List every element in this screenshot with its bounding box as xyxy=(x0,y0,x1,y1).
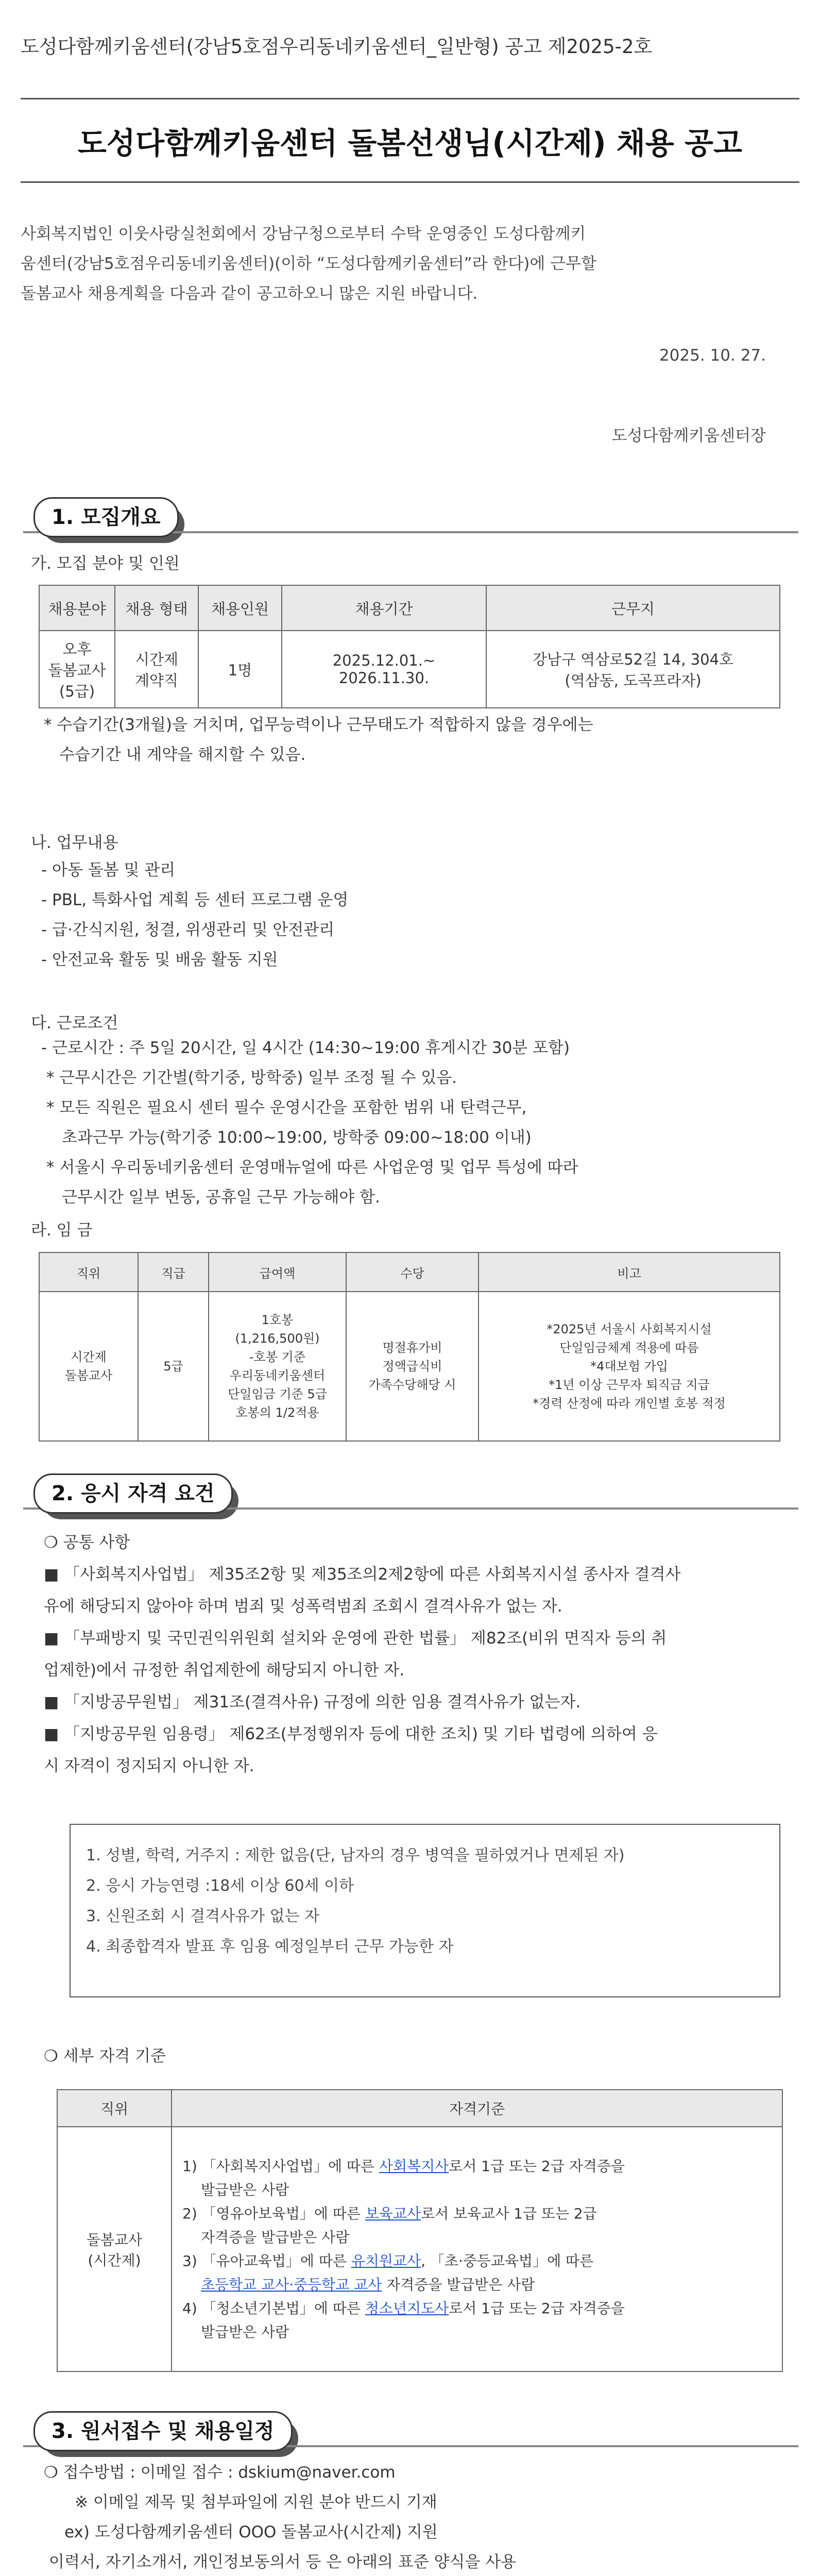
table-header: 근무지 xyxy=(486,585,780,631)
page-title: 도성다함께키움센터 돌봄선생님(시간제) 채용 공고 xyxy=(77,125,743,161)
list-item: - 안전교육 활동 및 배움 활동 지원 xyxy=(41,951,278,969)
cell-line: *경력 산정에 따라 개인별 호봉 적정 xyxy=(533,1396,726,1411)
cell-line: -호봉 기준 xyxy=(249,1350,306,1364)
cell-line: 2026.11.30. xyxy=(338,669,430,687)
cell-line: 돌봄교사 xyxy=(86,2231,143,2248)
subheading-pay: 라. 임 금 xyxy=(31,1221,93,1240)
subheading-detail: ❍ 세부 자격 기준 xyxy=(44,2047,166,2065)
table-header: 채용기간 xyxy=(282,585,486,631)
table-cell xyxy=(39,631,115,708)
cell-line: 정액급식비 xyxy=(382,1359,442,1374)
list-item: ■ 「부패방지 및 국민권익위원회 설치와 운영에 관한 법률」 제82조(비위 면직자 등의 취 xyxy=(44,1629,667,1648)
table-header: 직급 xyxy=(138,1252,209,1292)
list-item: ■ 「지방공무원 임용령」 제62조(부정행위자 등에 대한 조치) 및 기타 법령에 의하여 응 xyxy=(44,1725,658,1743)
cell-line: 명절휴가비 xyxy=(382,1341,442,1355)
cell-line: *4대보험 가입 xyxy=(590,1359,668,1374)
table-cell xyxy=(282,631,486,708)
table-header: 채용인원 xyxy=(198,585,282,631)
cell-line: 호봉의 1/2적용 xyxy=(235,1405,319,1420)
table-cell xyxy=(479,1292,780,1441)
duties-list xyxy=(41,855,348,975)
table-cell xyxy=(346,1292,479,1441)
qualification-item: 1) 「사회복지사업법」에 따른 사회복지사로서 1급 또는 2급 자격증을 xyxy=(182,2157,625,2175)
cell-line: *2025년 서울시 사회복지시설 xyxy=(546,1322,712,1336)
cell-line: 계약직 xyxy=(134,672,179,689)
eligibility-box xyxy=(70,1824,780,1997)
notice-number: 도성다함께키움센터(강남5호점우리동네키움센터_일반형) 공고 제2025-2호 xyxy=(21,36,653,58)
subheading-recruit: 가. 모집 분야 및 인원 xyxy=(31,554,180,573)
table-cell xyxy=(209,1292,346,1441)
note-line: 수습기간 내 계약을 해지할 수 있음. xyxy=(59,745,306,764)
list-item: ex) 도성다함께키움센터 OOO 돌봄교사(시간제) 지원 xyxy=(64,2523,438,2541)
list-item: 초과근무 가능(학기중 10:00~19:00, 방학중 09:00~18:00 이내) xyxy=(62,1128,532,1147)
table-header: 비고 xyxy=(479,1252,780,1292)
cell-line: 1호봉 xyxy=(261,1313,294,1327)
list-item: 이력서, 자기소개서, 개인정보동의서 등 은 아래의 표준 양식을 사용 xyxy=(49,2553,517,2571)
list-item: 업제한)에서 규정한 취업제한에 해당되지 아니한 자. xyxy=(44,1661,405,1680)
table-cell xyxy=(39,1292,138,1441)
common-requirements xyxy=(44,1558,785,1782)
qualification-item: 2) 「영유아보육법」에 따른 보육교사로서 보육교사 1급 또는 2급 xyxy=(182,2205,597,2222)
table-cell xyxy=(57,2127,172,2371)
list-item: ❍ 접수방법 : 이메일 접수 : dskium@naver.com xyxy=(44,2463,396,2482)
list-item: ※ 이메일 제목 및 첨부파일에 지원 분야 반드시 기재 xyxy=(75,2493,437,2512)
note-line: * 수습기간(3개월)을 거치며, 업무능력이나 근무태도가 적합하지 않을 경우에는 xyxy=(44,716,593,734)
table-header: 직위 xyxy=(39,1252,138,1292)
qualification-item: 4) 「청소년기본법」에 따른 청소년지도사로서 1급 또는 2급 자격증을 xyxy=(182,2299,625,2317)
section-header-3 xyxy=(23,2416,798,2447)
cell-line: 시간제 xyxy=(134,651,179,668)
list-item: * 근무시간은 기간별(학기중, 방학중) 일부 조정 될 수 있음. xyxy=(46,1069,457,1087)
issuer: 도성다함께키움센터장 xyxy=(611,427,766,445)
section-header-2 xyxy=(23,1479,798,1510)
conditions-list xyxy=(41,1033,783,1212)
section-title-1: 1. 모집개요 xyxy=(33,497,179,537)
list-item: ■ 「사회복지사업법」 제35조2항 및 제35조의2제2항에 따른 사회복지시설 종사자 결격사 xyxy=(44,1565,681,1584)
cell-line: 돌봄교사 xyxy=(64,1368,113,1383)
section-title-2: 2. 응시 자격 요건 xyxy=(33,1473,233,1514)
list-item: - PBL, 특화사업 계획 등 센터 프로그램 운영 xyxy=(41,891,349,909)
table-cell: 5급 xyxy=(138,1292,209,1441)
list-item: - 급·간식지원, 청결, 위생관리 및 안전관리 xyxy=(41,921,335,939)
title-box xyxy=(21,98,799,183)
cell-line: 돌봄교사 xyxy=(48,661,106,679)
subheading-duties: 나. 업무내용 xyxy=(31,834,118,852)
subheading-common: ❍ 공통 사항 xyxy=(44,1533,130,1552)
cell-line: *1년 이상 근무자 퇴직금 지급 xyxy=(549,1378,710,1392)
list-item: 1. 성별, 학력, 거주지 : 제한 없음(단, 남자의 경우 병역을 필하였거나 면제된 자) xyxy=(86,1846,625,1865)
cell-line: 우리동네키움센터 xyxy=(229,1368,326,1383)
list-item: - 아동 돌봄 및 관리 xyxy=(41,861,176,879)
cell-line: 단일임금 기준 5급 xyxy=(228,1387,327,1401)
list-item: 시 자격이 정지되지 아니한 자. xyxy=(44,1757,254,1775)
qualification-item: 3) 「유아교육법」에 따른 유치원교사, 「초·중등교육법」에 따른 xyxy=(182,2252,594,2269)
table-cell: 1명 xyxy=(198,631,282,708)
cell-line: 강남구 역삼로52길 14, 304호 xyxy=(532,651,734,668)
intro-line: 돌봄교사 채용계획을 다음과 같이 공고하오니 많은 지원 바랍니다. xyxy=(21,284,478,303)
list-item: * 서울시 우리동네키움센터 운영매뉴얼에 따른 사업운영 및 업무 특성에 따라 xyxy=(46,1158,578,1177)
qualification-line: 자격증을 발급받은 사람 xyxy=(201,2228,350,2246)
qualification-line: 초등학교 교사·중등학교 교사 자격증을 발급받은 사람 xyxy=(201,2276,535,2293)
section-title-3: 3. 원서접수 및 채용일정 xyxy=(33,2411,293,2451)
recruit-table xyxy=(39,585,780,708)
list-item: 3. 신원조회 시 결격사유가 없는 자 xyxy=(86,1907,320,1925)
cell-line: (시간제) xyxy=(88,2251,141,2269)
cell-line: (역삼동, 도곡프라자) xyxy=(565,672,702,689)
section-header-1 xyxy=(23,502,798,533)
table-header: 채용분야 xyxy=(39,585,115,631)
list-item: 2. 응시 가능연령 :18세 이상 60세 이하 xyxy=(86,1877,354,1895)
table-header: 수당 xyxy=(346,1252,479,1292)
qualification-line: 발급받은 사람 xyxy=(201,2181,289,2198)
table-header: 자격기준 xyxy=(172,2090,782,2127)
table-cell xyxy=(172,2127,782,2371)
qualification-table xyxy=(57,2089,783,2372)
table-cell xyxy=(115,631,198,708)
intro-line: 사회복지법인 이웃사랑실천회에서 강남구청으로부터 수탁 운영중인 도성다함께키 xyxy=(21,225,586,243)
cell-line: (1,216,500원) xyxy=(235,1331,320,1346)
list-item: 유에 해당되지 않아야 하며 범죄 및 성폭력범죄 조회시 결격사유가 없는 자. xyxy=(44,1597,562,1616)
list-item: 4. 최종합격자 발표 후 임용 예정일부터 근무 가능한 자 xyxy=(86,1938,454,1956)
cell-line: 2025.12.01.~ xyxy=(332,652,436,669)
list-item: ■ 「지방공무원법」 제31조(결격사유) 규정에 의한 임용 결격사유가 없는자. xyxy=(44,1693,581,1711)
application-info xyxy=(44,2458,785,2576)
cell-line: 시간제 xyxy=(71,1350,107,1364)
table-header: 채용 형태 xyxy=(115,585,198,631)
notice-date: 2025. 10. 27. xyxy=(659,346,766,365)
cell-line: 가족수당해당 시 xyxy=(368,1378,456,1392)
cell-line: 오후 xyxy=(62,640,92,658)
cell-line: 단일임금체계 적용에 따름 xyxy=(559,1341,699,1355)
list-item: 근무시간 일부 변동, 공휴일 근무 가능해야 함. xyxy=(62,1188,380,1207)
probation-note xyxy=(44,710,775,770)
list-item: - 근로시간 : 주 5일 20시간, 일 4시간 (14:30~19:00 휴게시간 30분 포함) xyxy=(41,1039,570,1057)
table-cell xyxy=(486,631,780,708)
cell-line: (5급) xyxy=(59,682,95,700)
qualification-line: 발급받은 사람 xyxy=(201,2323,289,2341)
intro-line: 움센터(강남5호점우리동네키움센터)(이하 “도성다함께키움센터”라 한다)에 근무할 xyxy=(21,255,596,273)
intro-paragraph xyxy=(21,219,793,309)
list-item: * 모든 직원은 필요시 센터 필수 운영시간을 포함한 범위 내 탄력근무, xyxy=(46,1098,527,1117)
table-header: 급여액 xyxy=(209,1252,346,1292)
subheading-conditions: 다. 근로조건 xyxy=(31,1014,118,1032)
pay-table xyxy=(39,1252,780,1442)
table-header: 직위 xyxy=(57,2090,172,2127)
